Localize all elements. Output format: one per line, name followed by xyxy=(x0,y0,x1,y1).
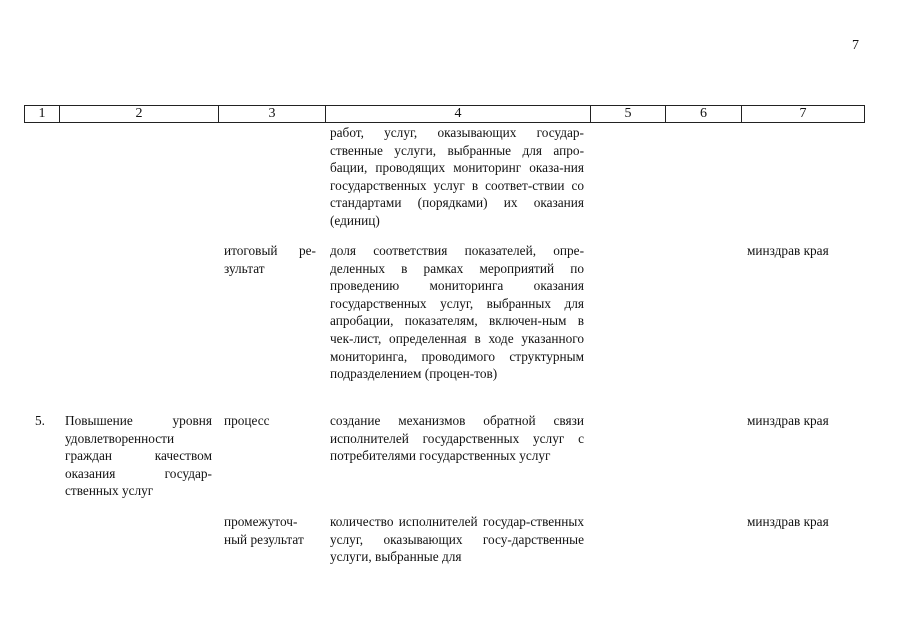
row-indicator-text: количество исполнителей государ-ственных услуг, оказывающих госу-дарственные услуги, выбранные для xyxy=(330,514,584,565)
row-measure-name: Повышение уровня удовлетворенности граждан качеством оказания государ-ственных услуг xyxy=(65,413,212,499)
column-header-7: 7 xyxy=(742,106,865,123)
row-responsible: минздрав края xyxy=(747,413,829,428)
row-stage-label: итоговый ре-зультат xyxy=(224,243,316,276)
column-header-row xyxy=(24,105,865,123)
column-header-6: 6 xyxy=(666,106,742,123)
row-number: 5. xyxy=(35,413,45,428)
column-header-1: 1 xyxy=(25,106,60,123)
row-stage-label: промежуточ-ный результат xyxy=(224,514,304,547)
row-stage-label: процесс xyxy=(224,413,270,428)
page-number: 7 xyxy=(852,38,859,53)
row-responsible: минздрав края xyxy=(747,514,829,529)
column-header-4: 4 xyxy=(326,106,591,123)
column-header-5: 5 xyxy=(591,106,666,123)
column-header-2: 2 xyxy=(60,106,219,123)
row-indicator-text: доля соответствия показателей, опре-деленных в рамках мероприятий по проведению мониторинга оказания государственных услуг, выбранных для апробации, показателям, включен-ным в чек-лист, определенная в ходе указанного мониторинга, проводимого структурным подразделением (процен-тов) xyxy=(330,243,584,382)
column-header-3: 3 xyxy=(219,106,326,123)
row-responsible: минздрав края xyxy=(747,243,829,258)
row-indicator-text: создание механизмов обратной связи исполнителей государственных услуг с потребителями государственных услуг xyxy=(330,413,584,464)
continuation-indicator-text: работ, услуг, оказывающих государ-ственные услуги, выбранные для апро-бации, проводящих мониторинг оказа-ния государственных услуг в соответ-ствии со стандартами (порядками) их оказания (единиц) xyxy=(330,125,584,228)
